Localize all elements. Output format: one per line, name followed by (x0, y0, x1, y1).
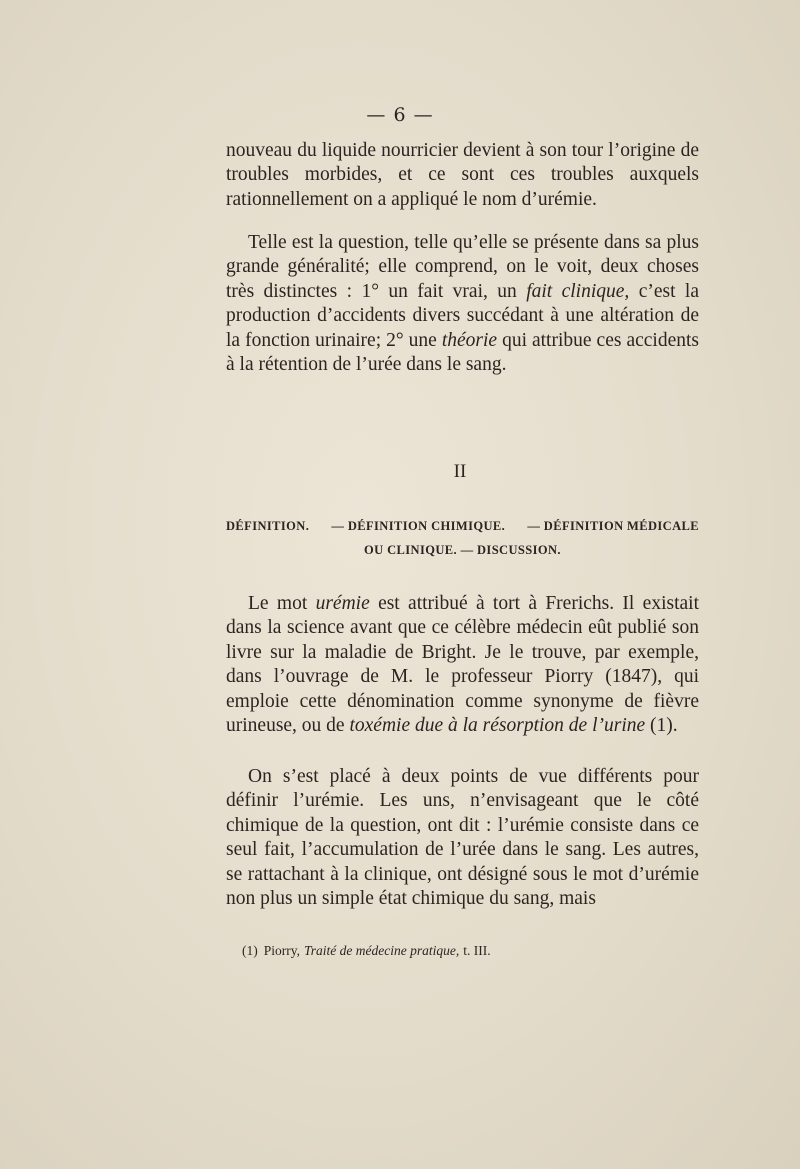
heading-part: OU CLINIQUE. (364, 543, 458, 557)
paragraph-uremie-origin (226, 592, 699, 738)
text-run: est attribué à tort à Frerichs. Il existait dans la science avant que ce célèbre médecin eût publié son livre sur la maladie de Bright. Je le trouve, par exemple, dans l’ouvrage de M. le professeur Piorry (1847), qui emploie cette dénomination comme synonyme de fièvre urineuse, ou de (226, 593, 699, 737)
footnote-title: Traité de médecine pratique, (304, 943, 460, 958)
section-number: II (453, 461, 467, 482)
text-run: Telle est la question, telle qu’elle se présente dans sa plus grande généralité; elle comprend, on le voit, deux choses très distinctes : 1° un fait vrai, un (226, 232, 699, 302)
text-run: Le mot (248, 593, 316, 614)
footnote (242, 943, 702, 959)
paragraph-question (226, 231, 699, 377)
heading-part: DÉFINITION. (226, 519, 310, 533)
paragraph-text (226, 592, 699, 738)
section-heading-line-2 (226, 538, 699, 562)
heading-part: — DISCUSSION. (460, 543, 561, 557)
italic-term: urémie (315, 593, 370, 614)
section-heading-line-1 (226, 514, 699, 538)
heading-part: — DÉFINITION CHIMIQUE. (331, 519, 506, 533)
italic-term: toxémie due à la résorption de l’urine (349, 715, 646, 737)
text-run: c’est la production d’accidents divers succédant à une altération de la fonction urinaire; 2° une (226, 280, 699, 351)
paragraph-text: On s’est placé à deux points de vue différents pour définir l’urémie. Les uns, n’envisageant que le côté chimique de la question, ont dit : l’urémie consiste dans ce seul fait, l’accumulation de l’urée dans le sang. Les autres, se rattachant à la clinique, ont désigné sous le mot d’urémie non plus un simple état chimique du sang, mais (226, 766, 699, 910)
italic-term: fait clinique, (526, 280, 630, 302)
footnote-author: Piorry, (263, 943, 300, 958)
page-number: — 6 — (366, 104, 434, 126)
section-heading (226, 514, 699, 562)
italic-term: théorie (441, 329, 498, 351)
paragraph-continuation (226, 139, 699, 212)
paragraph-text: nouveau du liquide nourricier devient à son tour l’origine de troubles morbides, et ce sont ces troubles auxquels rationnellement on a appliqué le nom d’urémie. (226, 140, 699, 210)
footnote-volume: t. III. (463, 943, 491, 958)
heading-part: — DÉFINITION MÉDICALE (527, 519, 699, 533)
text-run: (1). (645, 715, 678, 737)
text-run: qui attribue ces accidents à la rétention de l’urée dans le sang. (226, 329, 699, 376)
paragraph-two-viewpoints (226, 765, 699, 911)
footnote-number: (1) (242, 943, 258, 958)
paragraph-text (226, 231, 699, 377)
